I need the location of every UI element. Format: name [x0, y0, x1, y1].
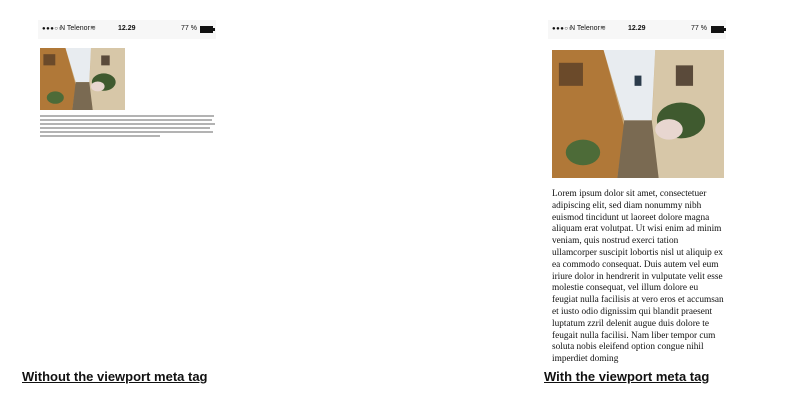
battery-icon — [200, 26, 213, 33]
tiny-paragraph — [40, 115, 216, 139]
signal-strength-icon: ●●●○○ — [42, 26, 63, 32]
lorem-paragraph: Lorem ipsum dolor sit amet, consectetuer adipiscing elit, sed diam nonummy nibh euismod tincidunt ut laoreet dolore magna aliquam erat volutpat. Ut wisi enim ad minim veniam, quis nostrud exerci tation ullamcorper suscipit lobortis nisl ut aliquip ex ea commodo consequat. Duis autem vel eum iriure dolor in hendrerit in vulputate velit esse molestie consequat, vel illum dolore eu feugiat nulla facilisis at vero eros et accumsan et iusto odio dignissim qui blandit praesent luptatum zzril delenit augue duis dolore te feugait nulla facilisi. Nam liber tempor cum soluta nobis eleifend option congue nihil imperdiet doming — [552, 189, 724, 365]
battery-icon — [711, 26, 724, 33]
phone-with-viewport — [548, 20, 726, 365]
carrier-name: N Telenor — [60, 25, 90, 32]
status-time: 12.29 — [118, 25, 136, 32]
status-bar — [548, 20, 726, 39]
street-photo — [552, 50, 724, 178]
status-time: 12.29 — [628, 25, 646, 32]
street-photo — [40, 48, 125, 110]
signal-strength-icon: ●●●○○ — [552, 26, 573, 32]
carrier-name: N Telenor — [570, 25, 600, 32]
wifi-icon: ≋ — [600, 25, 606, 32]
caption-with-viewport: With the viewport meta tag — [544, 369, 710, 384]
caption-without-viewport: Without the viewport meta tag — [22, 369, 208, 384]
battery-percentage: 77 % — [691, 25, 707, 32]
status-bar — [38, 20, 216, 39]
battery-percentage: 77 % — [181, 25, 197, 32]
wifi-icon: ≋ — [90, 25, 96, 32]
phone-without-viewport — [38, 20, 216, 150]
